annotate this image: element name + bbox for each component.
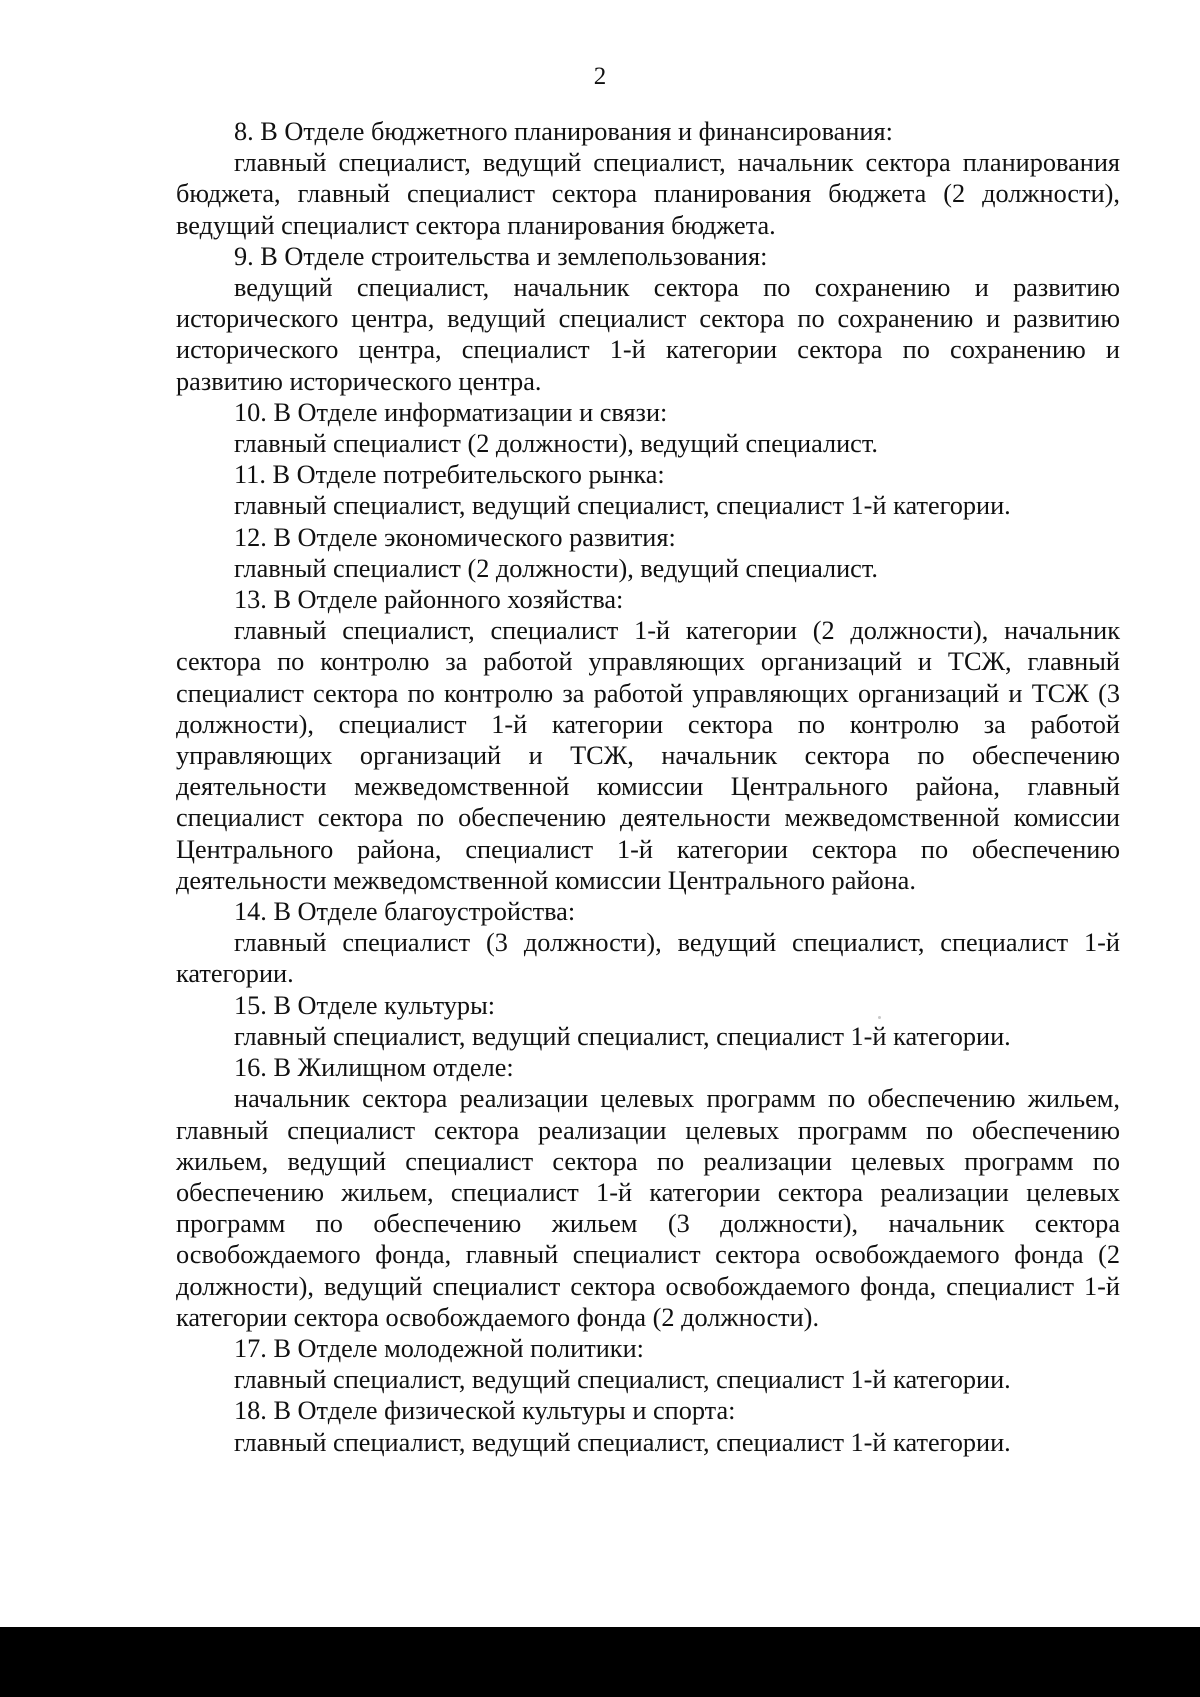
section-text-9: ведущий специалист, начальник сектора по сохранению и развитию исторического центра, ведущий специалист сектора по сохранению и развитию исторического центра, специалист 1-й категории сектора по сохранению и развитию исторического центра. bbox=[176, 273, 1120, 396]
section-text-14: главный специалист (3 должности), ведущий специалист, специалист 1-й категории. bbox=[176, 928, 1120, 989]
section-text-15: главный специалист, ведущий специалист, специалист 1-й категории. bbox=[234, 1021, 1011, 1051]
scan-bottom-border bbox=[0, 1627, 1200, 1697]
document-body bbox=[176, 116, 1120, 1458]
section-text-11: главный специалист, ведущий специалист, специалист 1-й категории. bbox=[234, 491, 1011, 521]
section-text-12: главный специалист (2 должности), ведущий специалист. bbox=[234, 553, 878, 583]
section-heading-18: 18. В Отделе физической культуры и спорта: bbox=[234, 1396, 736, 1426]
section-text-10: главный специалист (2 должности), ведущий специалист. bbox=[234, 429, 878, 459]
scan-speck bbox=[878, 1016, 881, 1019]
section-heading-9: 9. В Отделе строительства и землепользования: bbox=[234, 241, 768, 271]
section-heading-12: 12. В Отделе экономического развития: bbox=[234, 522, 676, 552]
section-text-13: главный специалист, специалист 1-й категории (2 должности), начальник сектора по контролю за работой управляющих организаций и ТСЖ, главный специалист сектора по контролю за работой управляющих организаций и ТСЖ (3 должности), специалист 1-й категории сектора по контролю за работой управляющих организаций и ТСЖ, начальник сектора по обеспечению деятельности межведомственной комиссии Центрального района, главный специалист сектора по обеспечению деятельности межведомственной комиссии Центрального района, специалист 1-й категории сектора по обеспечению деятельности межведомственной комиссии Центрального района. bbox=[176, 616, 1120, 895]
section-text-18: главный специалист, ведущий специалист, специалист 1-й категории. bbox=[234, 1427, 1011, 1457]
section-text-16: начальник сектора реализации целевых программ по обеспечению жильем, главный специалист сектора реализации целевых программ по обеспечению жильем, ведущий специалист сектора по реализации целевых программ по обеспечению жильем, специалист 1-й категории сектора реализации целевых программ по обеспечению жильем (3 должности), начальник сектора освобождаемого фонда, главный специалист сектора освобождаемого фонда (2 должности), ведущий специалист сектора освобождаемого фонда, специалист 1-й категории сектора освобождаемого фонда (2 должности). bbox=[176, 1084, 1120, 1332]
section-heading-17: 17. В Отделе молодежной политики: bbox=[234, 1333, 644, 1363]
section-text-8: главный специалист, ведущий специалист, начальник сектора планирования бюджета, главный специалист сектора планирования бюджета (2 должности), ведущий специалист сектора планирования бюджета. bbox=[176, 148, 1120, 240]
section-heading-13: 13. В Отделе районного хозяйства: bbox=[234, 585, 624, 615]
section-heading-14: 14. В Отделе благоустройства: bbox=[234, 897, 576, 927]
section-heading-10: 10. В Отделе информатизации и связи: bbox=[234, 397, 668, 427]
section-heading-8: 8. В Отделе бюджетного планирования и финансирования: bbox=[234, 117, 893, 146]
section-heading-16: 16. В Жилищном отделе: bbox=[234, 1053, 514, 1083]
section-text-17: главный специалист, ведущий специалист, специалист 1-й категории. bbox=[234, 1365, 1011, 1395]
section-heading-11: 11. В Отделе потребительского рынка: bbox=[234, 460, 665, 490]
page-number: 2 bbox=[593, 63, 607, 90]
section-heading-15: 15. В Отделе культуры: bbox=[234, 990, 496, 1020]
